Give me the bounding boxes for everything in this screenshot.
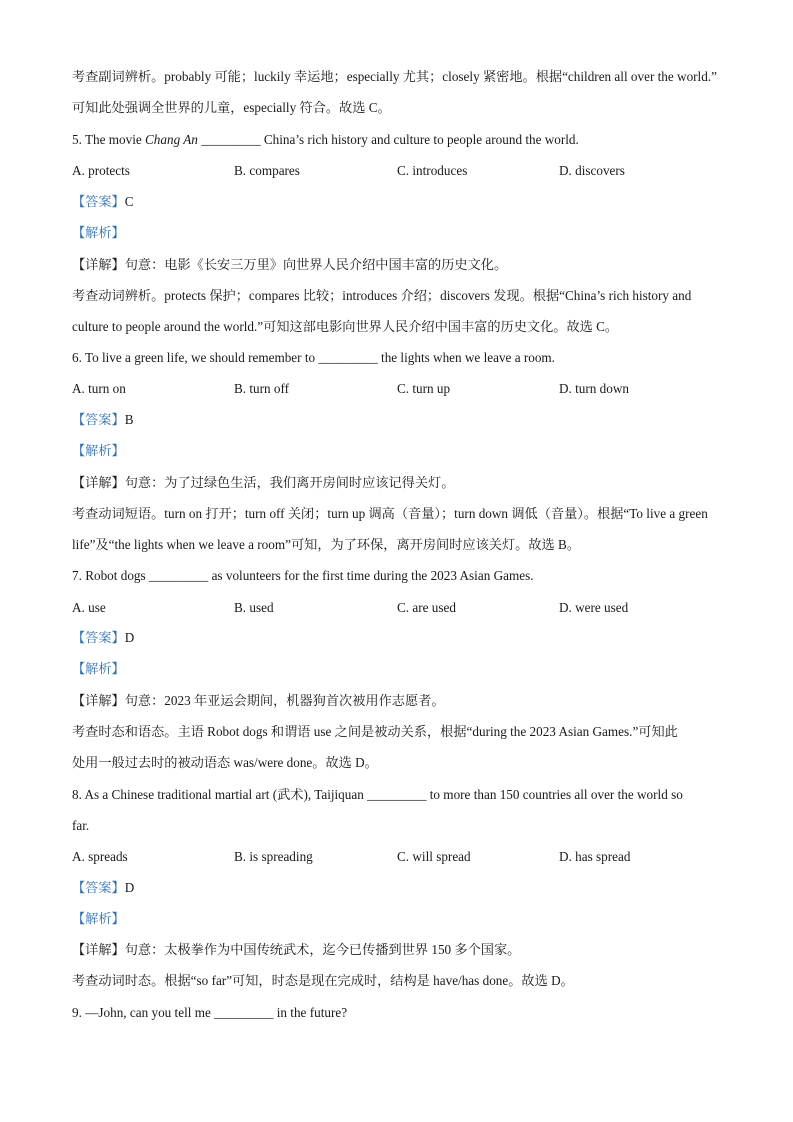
- q6-answer-value: B: [124, 412, 134, 427]
- q7-option-d: D. were used: [559, 600, 629, 615]
- q7-analysis-line-1: 考查时态和语态。主语 Robot dogs 和谓语 use 之间是被动关系，根据“during the 2023 Asian Games.”可知此: [72, 724, 678, 739]
- q5-answer-label: 【答案】: [72, 194, 125, 209]
- q4-analysis-line-2: 可知此处强调全世界的儿童，especially 符合。故选 C。: [72, 100, 391, 115]
- q5-option-d: D. discovers: [559, 163, 625, 178]
- q6-answer-label: 【答案】: [72, 412, 125, 427]
- q5-stem-part-3: _________ China’s rich history and culture to people around the world.: [197, 132, 579, 147]
- q9-stem: 9. —John, can you tell me _________ in the future?: [72, 1005, 348, 1020]
- q8-option-d: D. has spread: [559, 849, 631, 864]
- q7-answer-value: D: [124, 630, 135, 645]
- q7-answer: [72, 629, 722, 647]
- q5-analysis-line-2: culture to people around the world.”可知这部电影向世界人民介绍中国丰富的历史文化。故选 C。: [72, 319, 619, 334]
- q7-option-a: A. use: [72, 600, 106, 615]
- q5-answer-value: C: [124, 194, 134, 209]
- q7-analysis-line-2: 处用一般过去时的被动语态 was/were done。故选 D。: [72, 755, 378, 770]
- q5-answer: [72, 193, 722, 211]
- q8-option-a: A. spreads: [72, 849, 128, 864]
- q7-detail: 【详解】句意：2023 年亚运会期间，机器狗首次被用作志愿者。: [72, 693, 445, 708]
- q6-analysis-line-2: life”及“the lights when we leave a room”可知，为了环保，离开房间时应该关灯。故选 B。: [72, 537, 581, 552]
- q5-option-a: A. protects: [72, 163, 130, 178]
- q5-stem: [72, 131, 722, 149]
- q5-analysis-line-1: 考查动词辨析。protects 保护；compares 比较；introduces 介绍；discovers 发现。根据“China’s rich history and: [72, 288, 692, 303]
- q6-option-a: A. turn on: [72, 381, 126, 396]
- q5-option-c: C. introduces: [397, 163, 468, 178]
- q6-option-d: D. turn down: [559, 381, 629, 396]
- q6-detail: 【详解】句意：为了过绿色生活，我们离开房间时应该记得关灯。: [72, 475, 455, 490]
- q8-answer-value: D: [124, 880, 135, 895]
- q6-stem: 6. To live a green life, we should remember to _________ the lights when we leave a room.: [72, 350, 555, 365]
- q5-stem-part-1: 5. The movie: [72, 132, 146, 147]
- q4-analysis-line-1: 考查副词辨析。probably 可能；luckily 幸运地；especially 尤其；closely 紧密地。根据“children all over the world.”: [72, 69, 717, 84]
- q5-jiexi-label: 【解析】: [72, 225, 125, 240]
- q8-detail: 【详解】句意：太极拳作为中国传统武术，迄今已传播到世界 150 多个国家。: [72, 942, 521, 957]
- q8-answer-label: 【答案】: [72, 880, 125, 895]
- q7-stem: 7. Robot dogs _________ as volunteers for the first time during the 2023 Asian Games.: [72, 568, 534, 583]
- q6-jiexi-label: 【解析】: [72, 443, 125, 458]
- q8-analysis-line-1: 考查动词时态。根据“so far”可知，时态是现在完成时，结构是 have/has done。故选 D。: [72, 973, 574, 988]
- q8-option-b: B. is spreading: [234, 849, 313, 864]
- q6-option-c: C. turn up: [397, 381, 451, 396]
- q8-jiexi-label: 【解析】: [72, 911, 125, 926]
- q5-option-b: B. compares: [234, 163, 300, 178]
- q5-detail: 【详解】句意：电影《长安三万里》向世界人民介绍中国丰富的历史文化。: [72, 257, 508, 272]
- q7-option-c: C. are used: [397, 600, 456, 615]
- q8-option-c: C. will spread: [397, 849, 471, 864]
- q6-answer: [72, 411, 722, 429]
- q7-jiexi-label: 【解析】: [72, 661, 125, 676]
- q7-answer-label: 【答案】: [72, 630, 125, 645]
- q8-answer: [72, 879, 722, 897]
- q6-option-b: B. turn off: [234, 381, 290, 396]
- q5-stem-movie-title: Chang An: [145, 132, 198, 147]
- q8-stem-line-2: far.: [72, 818, 90, 833]
- q6-analysis-line-1: 考查动词短语。turn on 打开；turn off 关闭；turn up 调高（音量）；turn down 调低（音量）。根据“To live a green: [72, 506, 708, 521]
- q7-option-b: B. used: [234, 600, 274, 615]
- q8-stem-line-1: 8. As a Chinese traditional martial art (武术), Taijiquan _________ to more than 150 countries all over the world so: [72, 787, 683, 802]
